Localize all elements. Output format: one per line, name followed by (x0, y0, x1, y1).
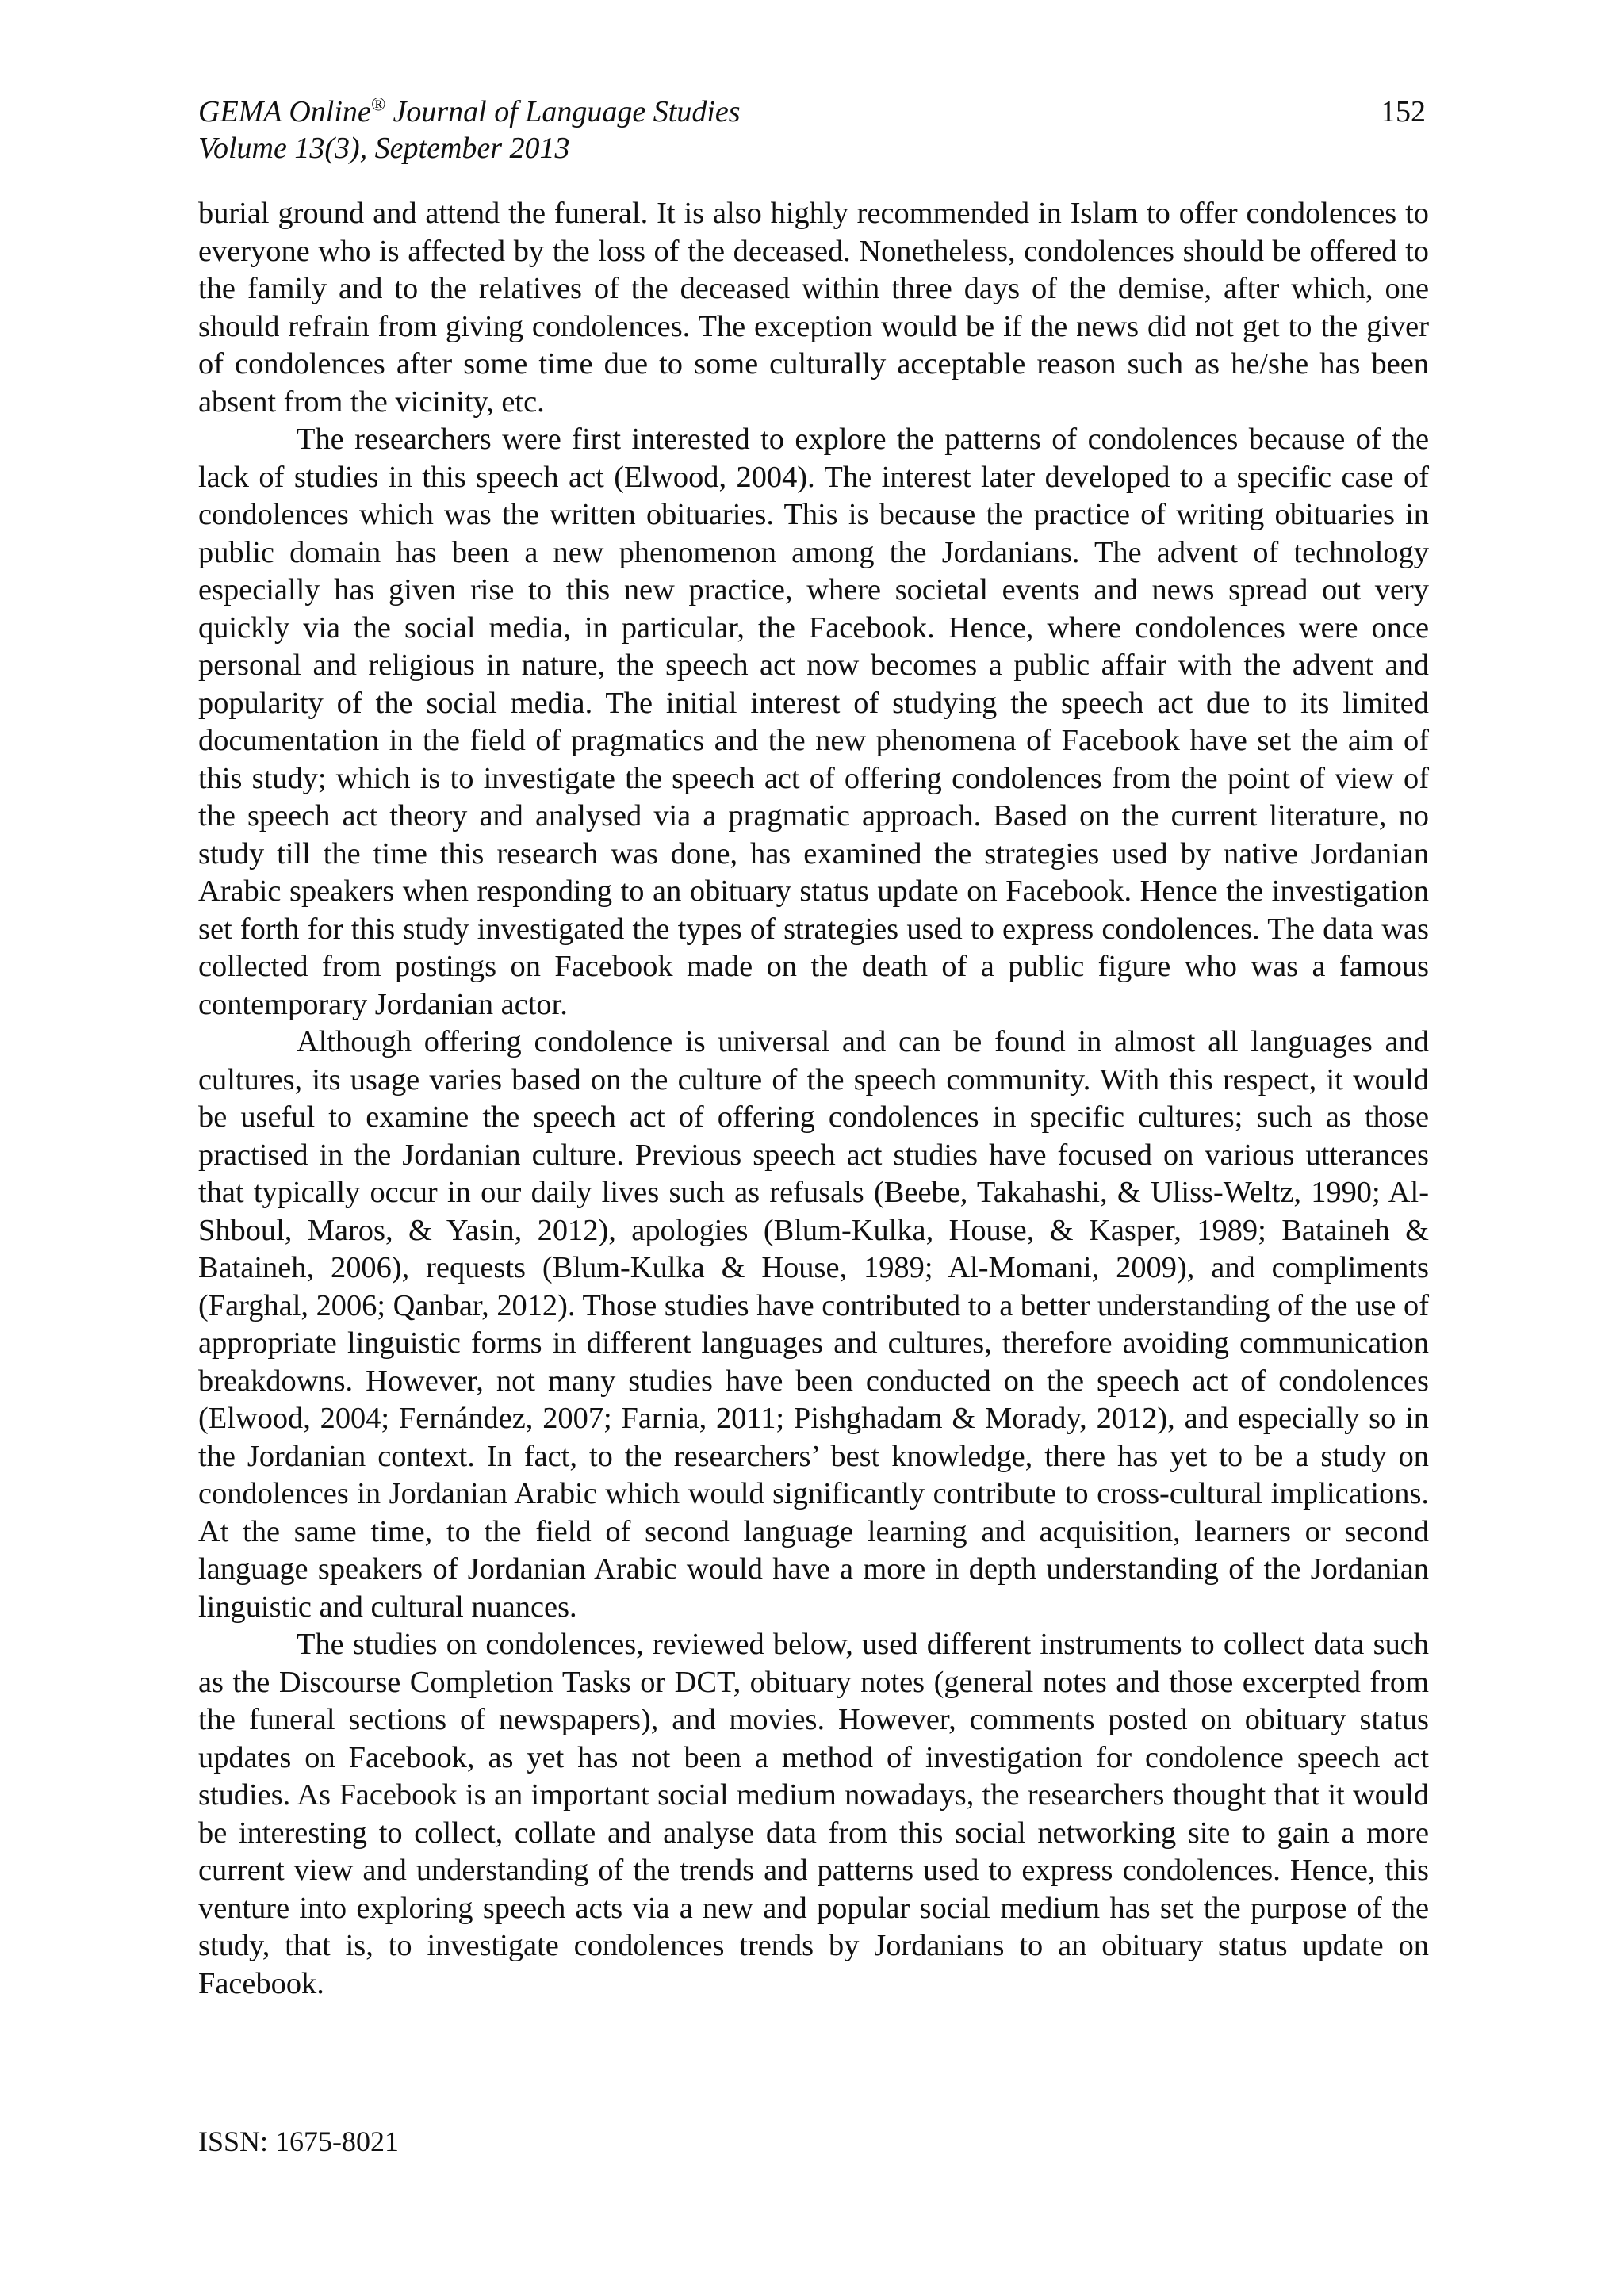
journal-title: GEMA Online® Journal of Language Studies (198, 94, 741, 128)
paragraph: The researchers were first interested to explore the patterns of condolences because of the lack of studies in this speech act (Elwood, 2004). The interest later developed to a specific case of condolences which was the written obituaries. This is because the practice of writing obituaries in public domain has been a new phenomenon among the Jordanians. The advent of technology especially has given rise to this new practice, where societal events and news spread out very quickly via the social media, in particular, the Facebook. Hence, where condolences were once personal and religious in nature, the speech act now becomes a public affair with the advent and popularity of the social media. The initial interest of studying the speech act due to its limited documentation in the field of pragmatics and the new phenomena of Facebook have set the aim of this study; which is to investigate the speech act of offering condolences from the point of view of the speech act theory and analysed via a pragmatic approach. Based on the current literature, no study till the time this research was done, has examined the strategies used by native Jordanian Arabic speakers when responding to an obituary status update on Facebook. Hence the investigation set forth for this study investigated the types of strategies used to express condolences. The data was collected from postings on Facebook made on the death of a public figure who was a famous contemporary Jordanian actor. (198, 423, 1429, 1021)
running-header (198, 94, 1427, 166)
paragraph-continued: burial ground and attend the funeral. It is also highly recommended in Islam to offer condolences to everyone who is affected by the loss of the deceased. Nonetheless, condolences should be offered to the family and to the relatives of the deceased within three days of the demise, after which, one should refrain from giving condolences. The exception would be if the news did not get to the giver of condolences after some time due to some culturally acceptable reason such as he/she has been absent from the vicinity, etc. (198, 197, 1429, 419)
issn-footer: ISSN: 1675-8021 (198, 2126, 400, 2157)
paragraph: Although offering condolence is universal and can be found in almost all languages and cultures, its usage varies based on the culture of the speech community. With this respect, it would be useful to examine the speech act of offering condolences in specific cultures; such as those practised in the Jordanian culture. Previous speech act studies have focused on various utterances that typically occur in our daily lives such as refusals (Beebe, Takahashi, & Uliss-Weltz, 1990; Al-Shboul, Maros, & Yasin, 2012), apologies (Blum-Kulka, House, & Kasper, 1989; Bataineh & Bataineh, 2006), requests (Blum-Kulka & House, 1989; Al-Momani, 2009), and compliments (Farghal, 2006; Qanbar, 2012). Those studies have contributed to a better understanding of the use of appropriate linguistic forms in different languages and cultures, therefore avoiding communication breakdowns. However, not many studies have been conducted on the speech act of condolences (Elwood, 2004; Fernández, 2007; Farnia, 2011; Pishghadam & Morady, 2012), and especially so in the Jordanian context. In fact, to the researchers’ best knowledge, there has yet to be a study on condolences in Jordanian Arabic which would significantly contribute to cross-cultural implications. At the same time, to the field of second language learning and acquisition, learners or second language speakers of Jordanian Arabic would have a more in depth understanding of the Jordanian linguistic and cultural nuances. (198, 1025, 1429, 1624)
volume-info: Volume 13(3), September 2013 (198, 132, 570, 165)
article-body (198, 195, 1429, 2003)
registered-mark: ® (370, 94, 385, 116)
paragraph: The studies on condolences, reviewed below, used different instruments to collect data such as the Discourse Completion Tasks or DCT, obituary notes (general notes and those excerpted from the funeral sections of newspapers), and movies. However, comments posted on obituary status updates on Facebook, as yet has not been a method of investigation for condolence speech act studies. As Facebook is an important social medium nowadays, the researchers thought that it would be interesting to collect, collate and analyse data from this social networking site to gain a more current view and understanding of the trends and patterns used to express condolences. Hence, this venture into exploring speech acts via a new and popular social medium has set the purpose of the study, that is, to investigate condolences trends by Jordanians to an obituary status update on Facebook. (198, 1628, 1429, 2000)
page-number: 152 (1381, 95, 1426, 128)
